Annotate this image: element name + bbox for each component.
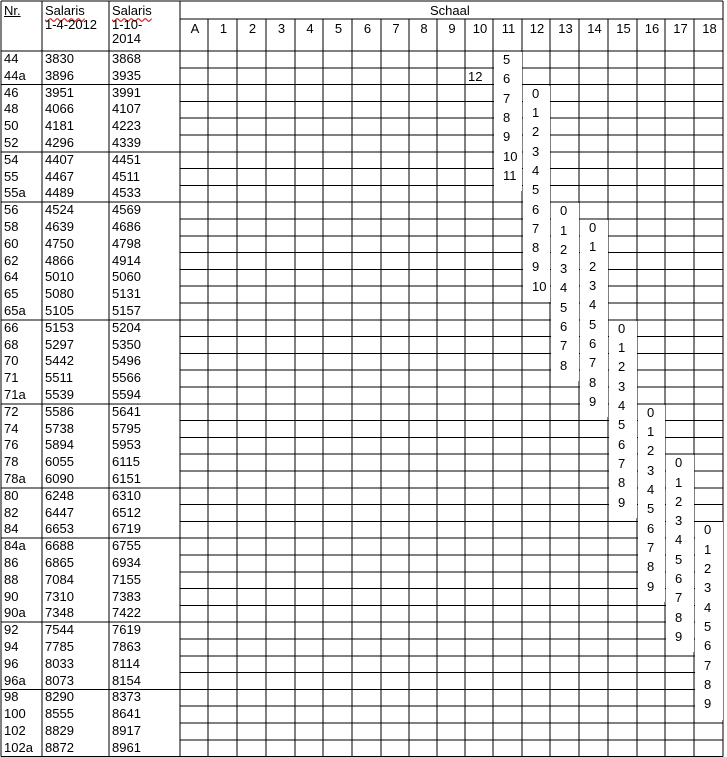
scale-11-step: 11 [503, 167, 517, 183]
scale-18-step: 7 [704, 657, 712, 673]
row-salary-2014: 5953 [112, 437, 141, 453]
scale-14-step: 7 [589, 355, 597, 371]
scale-13-step: 6 [560, 319, 568, 335]
scale-15-step: 2 [618, 359, 626, 375]
row-salary-2014: 4107 [112, 101, 141, 117]
row-salary-2012: 7310 [45, 588, 74, 604]
row-nr: 50 [4, 118, 19, 134]
row-nr: 84 [4, 521, 19, 537]
header-salaris-2012 [45, 4, 97, 32]
header-salaris-2014-title: Salaris [112, 3, 152, 18]
row-nr: 86 [4, 555, 19, 570]
row-nr: 102 [4, 723, 26, 738]
row-nr: 66 [4, 319, 19, 335]
header-salaris-2014 [112, 4, 152, 46]
scale-16-step: 6 [647, 520, 655, 536]
scale-15-step: 5 [618, 417, 626, 433]
scale-11-step: 8 [503, 109, 511, 125]
scale-14-step: 0 [589, 220, 597, 235]
row-nr: 102a [4, 739, 33, 755]
row-salary-2014: 8373 [112, 689, 141, 705]
row-salary-2012: 5442 [45, 353, 74, 369]
row-salary-2014: 4339 [112, 135, 141, 150]
scale-12-step: 1 [532, 104, 540, 120]
scale-header-17: 17 [673, 21, 688, 36]
row-nr: 76 [4, 437, 19, 453]
row-salary-2012: 4467 [45, 168, 74, 184]
row-nr: 82 [4, 504, 19, 520]
row-salary-2014: 8961 [112, 739, 141, 755]
row-salary-2012: 6090 [45, 471, 74, 486]
row-salary-2012: 4524 [45, 202, 74, 218]
scale-14-step: 8 [589, 374, 597, 390]
row-nr: 68 [4, 336, 19, 352]
scale-header-3: 3 [277, 21, 286, 36]
row-nr: 100 [4, 706, 26, 722]
scale-16-step: 4 [647, 482, 655, 498]
row-salary-2012: 6055 [45, 454, 74, 470]
row-salary-2014: 7619 [112, 622, 141, 638]
scale-17-step: 7 [675, 590, 683, 606]
row-salary-2012: 6653 [45, 521, 74, 537]
row-salary-2014: 4223 [112, 118, 141, 134]
row-salary-2012: 5539 [45, 387, 74, 402]
scale-18-step: 2 [704, 561, 712, 577]
row-salary-2012: 8555 [45, 706, 74, 722]
row-salary-2012: 5105 [45, 303, 74, 318]
scale-15-step: 3 [618, 378, 626, 394]
scale-17-step: 2 [675, 493, 683, 509]
row-nr: 80 [4, 487, 19, 503]
row-salary-2014: 7383 [112, 588, 141, 604]
scale-16-step: 8 [647, 559, 655, 575]
row-salary-2014: 8917 [112, 723, 141, 738]
scale-13-step: 7 [560, 338, 568, 354]
scale-12-step: 2 [532, 124, 540, 140]
row-salary-2014: 5204 [112, 319, 141, 335]
scale-11-step: 6 [503, 71, 511, 87]
row-salary-2012: 5297 [45, 336, 74, 352]
row-salary-2014: 3935 [112, 67, 141, 83]
row-salary-2012: 5738 [45, 420, 74, 436]
scale-header-13: 13 [558, 21, 573, 36]
row-nr: 65a [4, 303, 26, 318]
scale-15-step: 4 [618, 398, 626, 414]
row-nr: 64 [4, 269, 19, 285]
scale-15-step: 9 [618, 494, 626, 510]
row-nr: 60 [4, 235, 19, 251]
row-salary-2014: 6310 [112, 487, 141, 503]
row-salary-2014: 7863 [112, 639, 141, 654]
row-salary-2012: 4639 [45, 219, 74, 234]
row-salary-2012: 6447 [45, 504, 74, 520]
scale-18-step: 9 [704, 696, 712, 712]
header-schaal: Schaal [430, 3, 470, 18]
row-nr: 74 [4, 420, 19, 436]
row-salary-2014: 4686 [112, 219, 141, 234]
scale-16-step: 3 [647, 462, 655, 478]
row-nr: 44 [4, 51, 19, 66]
scale-14-step: 4 [589, 297, 597, 313]
row-nr: 70 [4, 353, 19, 369]
row-nr: 54 [4, 151, 19, 167]
row-salary-2014: 5566 [112, 370, 141, 386]
row-salary-2012: 6688 [45, 538, 74, 554]
row-nr: 55 [4, 168, 19, 184]
row-salary-2012: 5586 [45, 403, 74, 419]
scale-18-step: 0 [704, 522, 712, 538]
header-salaris-2012-date: 1-4-2012 [45, 17, 98, 32]
row-salary-2014: 4569 [112, 202, 141, 218]
row-salary-2014: 8641 [112, 706, 141, 722]
scale-header-10: 10 [472, 21, 488, 36]
row-nr: 90a [4, 605, 26, 621]
row-salary-2012: 5511 [45, 370, 73, 386]
row-nr: 78 [4, 454, 19, 470]
row-salary-2012: 4296 [45, 135, 74, 150]
row-nr: 52 [4, 135, 19, 150]
row-salary-2014: 5496 [112, 353, 141, 369]
row-salary-2012: 5010 [45, 269, 74, 285]
scale-header-16: 16 [644, 21, 660, 36]
scale-12-step: 3 [532, 143, 540, 159]
row-salary-2014: 6755 [112, 538, 141, 554]
scale-header-5: 5 [334, 21, 343, 36]
row-salary-2012: 8290 [45, 689, 74, 705]
scale-17-step: 0 [675, 455, 683, 471]
row-nr: 94 [4, 639, 19, 654]
scale-16-step: 5 [647, 501, 655, 517]
row-nr: 98 [4, 689, 19, 705]
scale-13-step: 4 [560, 280, 568, 296]
row-nr: 65 [4, 286, 19, 302]
scale-17-step: 1 [675, 474, 683, 490]
scale-header-2: 2 [248, 21, 257, 36]
row-nr: 90 [4, 588, 19, 604]
row-salary-2012: 6248 [45, 487, 74, 503]
row-salary-2014: 5350 [112, 336, 141, 352]
header-salaris-2012-title: Salaris [45, 3, 85, 18]
scale-header-15: 15 [616, 21, 631, 36]
scale-12-step: 4 [532, 162, 540, 178]
row-salary-2012: 7348 [45, 605, 74, 621]
scale-11-step: 7 [503, 90, 511, 106]
scale-12-step: 6 [532, 201, 540, 217]
row-salary-2012: 4407 [45, 151, 74, 167]
scale-18-step: 8 [704, 676, 712, 692]
row-salary-2014: 6719 [112, 521, 141, 537]
scale-14-step: 2 [589, 258, 597, 274]
row-salary-2012: 3951 [45, 84, 74, 100]
scale-18-step: 3 [704, 580, 712, 596]
row-salary-2014: 7422 [112, 605, 141, 621]
row-nr: 72 [4, 403, 19, 419]
scale-15-step: 1 [618, 340, 626, 356]
row-salary-2012: 4750 [45, 235, 74, 251]
row-salary-2012: 7785 [45, 639, 74, 654]
scale-11-step: 9 [503, 129, 511, 145]
scale-13-step: 8 [560, 357, 568, 373]
scale-15-step: 8 [618, 475, 626, 491]
scale-header-1: 1 [219, 21, 228, 36]
row-salary-2012: 6865 [45, 555, 74, 570]
row-salary-2014: 4511 [112, 168, 140, 184]
scale-header-7: 7 [392, 21, 400, 36]
row-salary-2014: 7155 [112, 571, 141, 587]
scale-header-12: 12 [529, 21, 545, 36]
scale-header-8: 8 [420, 21, 428, 36]
row-salary-2014: 5594 [112, 387, 141, 402]
scale-header-a: A [190, 21, 200, 36]
row-nr: 71a [4, 387, 26, 402]
scale-16-step: 1 [647, 424, 655, 440]
scale-11-step: 5 [503, 52, 511, 67]
row-nr: 88 [4, 571, 19, 587]
scale-14-step: 6 [589, 335, 597, 351]
row-salary-2014: 4451 [112, 151, 141, 167]
scale-header-4: 4 [306, 21, 314, 36]
row-nr: 46 [4, 84, 19, 100]
row-nr: 96 [4, 655, 19, 671]
row-salary-2012: 8073 [45, 672, 74, 688]
scale-14-step: 5 [589, 316, 597, 332]
row-nr: 84a [4, 538, 26, 554]
scale-18-step: 5 [704, 619, 712, 634]
row-nr: 62 [4, 252, 19, 268]
row-nr: 71 [4, 370, 19, 386]
row-salary-2014: 3991 [112, 84, 141, 100]
row-salary-2014: 5795 [112, 420, 141, 436]
scale-12-step: 7 [532, 220, 540, 236]
scale-17-step: 6 [675, 571, 683, 587]
row-nr: 56 [4, 202, 19, 218]
row-salary-2012: 7544 [45, 622, 74, 638]
scale-18-step: 1 [704, 541, 712, 557]
scale-header-11: 11 [501, 21, 516, 36]
row-nr: 92 [4, 622, 19, 638]
scale-12-step: 0 [532, 85, 540, 101]
row-salary-2012: 7084 [45, 571, 74, 587]
row-nr: 48 [4, 101, 19, 117]
row-salary-2012: 3896 [45, 67, 74, 83]
scale-13-step: 5 [560, 299, 568, 315]
scale-16-step: 9 [647, 578, 655, 594]
row-salary-2014: 4914 [112, 252, 141, 268]
scale-15-step: 6 [618, 436, 626, 452]
header-nr: Nr. [4, 3, 21, 18]
row-salary-2012: 4866 [45, 252, 74, 268]
row-salary-2012: 4066 [45, 101, 74, 117]
scale-18-step: 4 [704, 599, 712, 615]
row-salary-2012: 8829 [45, 723, 74, 738]
scale-17-step: 4 [675, 532, 683, 548]
scale-12-step: 10 [532, 278, 547, 294]
row-salary-2014: 3868 [112, 51, 141, 66]
scale-10-step: 12 [468, 68, 483, 84]
scale-16-step: 2 [647, 443, 655, 459]
scale-15-step: 7 [618, 456, 626, 472]
header-salaris-2014-date-b: 2014 [112, 31, 141, 46]
row-salary-2012: 8033 [45, 655, 74, 671]
row-salary-2014: 8114 [112, 655, 140, 671]
scale-15-step: 0 [618, 320, 626, 336]
header-salaris-2014-date-a: 1-10- [112, 17, 143, 32]
row-salary-2012: 4489 [45, 185, 74, 201]
scale-13-step: 1 [560, 222, 568, 238]
row-salary-2012: 3830 [45, 51, 74, 66]
scale-12-step: 9 [532, 259, 540, 275]
scale-17-step: 8 [675, 609, 683, 625]
scale-13-step: 2 [560, 241, 568, 257]
scale-header-14: 14 [587, 21, 602, 36]
row-nr: 58 [4, 219, 19, 234]
row-salary-2014: 6115 [112, 454, 140, 470]
scale-11-step: 10 [503, 148, 518, 164]
scale-12-step: 5 [532, 182, 540, 198]
scale-13-step: 0 [560, 203, 568, 219]
scale-17-step: 5 [675, 551, 683, 567]
row-nr: 55a [4, 185, 26, 201]
scale-17-step: 9 [675, 629, 683, 645]
scale-header-6: 6 [363, 21, 372, 36]
row-salary-2014: 4533 [112, 185, 141, 201]
row-salary-2014: 5157 [112, 303, 141, 318]
row-salary-2014: 6512 [112, 504, 141, 520]
scale-header-9: 9 [448, 21, 456, 36]
scale-16-step: 7 [647, 540, 655, 556]
row-nr: 44a [4, 67, 26, 83]
scale-16-step: 0 [647, 404, 655, 420]
scale-12-step: 8 [532, 240, 540, 256]
row-nr: 78a [4, 471, 26, 486]
row-salary-2014: 8154 [112, 672, 141, 688]
scale-14-step: 1 [589, 239, 597, 255]
row-salary-2014: 5641 [112, 403, 141, 419]
scale-header-18: 18 [702, 21, 717, 36]
row-salary-2014: 5131 [112, 286, 141, 302]
row-salary-2014: 6934 [112, 555, 141, 570]
scale-18-step: 6 [704, 638, 712, 654]
scale-14-step: 9 [589, 393, 597, 409]
row-nr: 96a [4, 672, 26, 688]
scale-17-step: 3 [675, 513, 683, 529]
row-salary-2012: 5080 [45, 286, 74, 302]
row-salary-2012: 8872 [45, 739, 74, 755]
row-salary-2014: 4798 [112, 235, 141, 251]
row-salary-2012: 5153 [45, 319, 74, 335]
row-salary-2014: 5060 [112, 269, 141, 285]
row-salary-2014: 6151 [112, 471, 141, 486]
row-salary-2012: 4181 [45, 118, 74, 134]
row-salary-2012: 5894 [45, 437, 74, 453]
scale-13-step: 3 [560, 261, 568, 277]
scale-14-step: 3 [589, 277, 597, 293]
